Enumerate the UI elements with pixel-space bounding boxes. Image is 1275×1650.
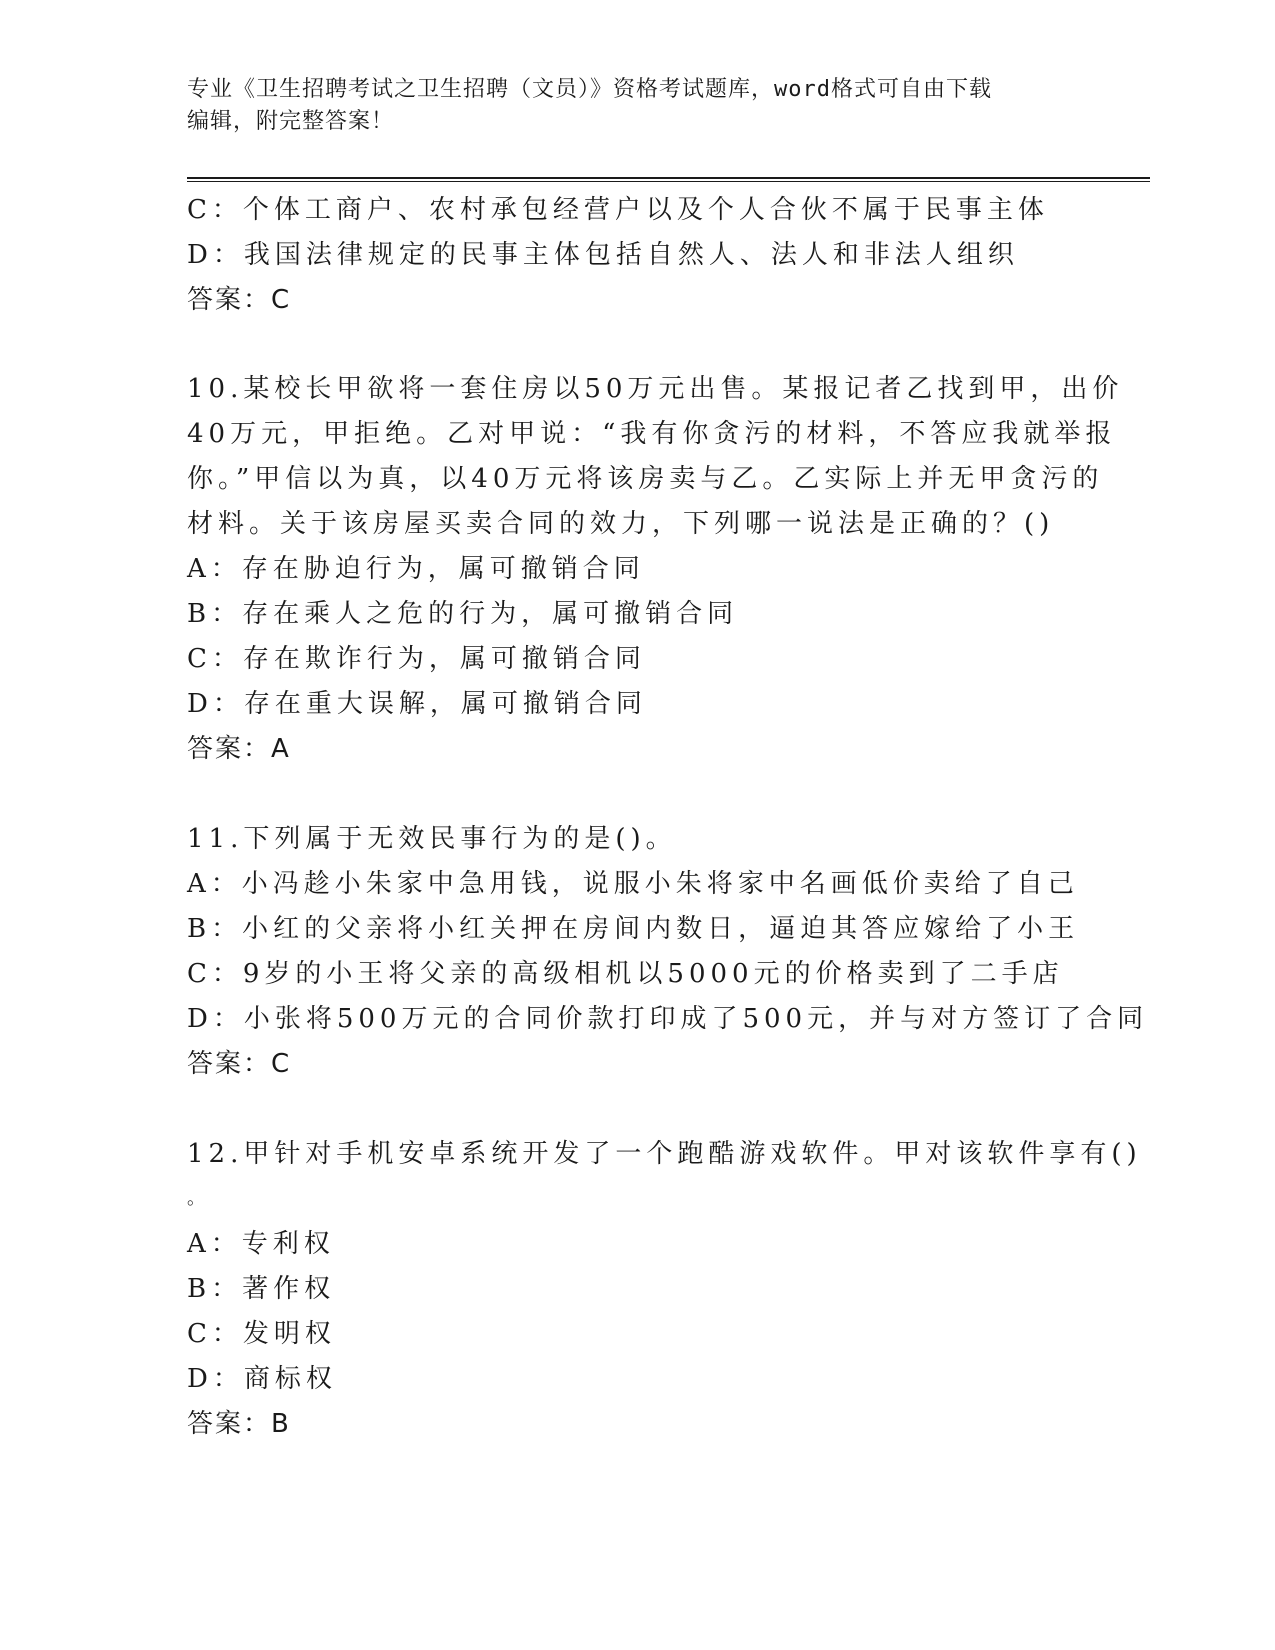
q11-option-b: B：小红的父亲将小红关押在房间内数日，逼迫其答应嫁给了小王	[187, 914, 1080, 944]
q12-option-c: C：发明权	[187, 1319, 336, 1349]
q11-option-c: C：9岁的小王将父亲的高级相机以5000元的价格卖到了二手店	[187, 959, 1064, 989]
header-divider	[187, 177, 1150, 182]
prev-answer: 答案：C	[187, 285, 292, 315]
q10-stem-line-4: 材料。关于该房屋买卖合同的效力，下列哪一说法是正确的？()	[187, 509, 1055, 539]
q10-stem-line-3: 你。”甲信以为真，以40万元将该房卖与乙。乙实际上并无甲贪污的	[187, 464, 1104, 494]
q11-stem: 11.下列属于无效民事行为的是()。	[187, 824, 677, 854]
q10-stem-line-2: 40万元，甲拒绝。乙对甲说：“我有你贪污的材料，不答应我就举报	[187, 419, 1117, 449]
q10-answer: 答案：A	[187, 734, 291, 764]
q10-option-d: D：存在重大误解，属可撤销合同	[187, 689, 647, 719]
q12-option-a: A：专利权	[187, 1229, 335, 1259]
q10-option-a: A：存在胁迫行为，属可撤销合同	[187, 554, 645, 584]
q10-option-c: C：存在欺诈行为，属可撤销合同	[187, 644, 646, 674]
q11-option-d: D：小张将500万元的合同价款打印成了500元，并与对方签订了合同	[187, 1004, 1149, 1034]
q12-answer: 答案：B	[187, 1409, 291, 1439]
header-line-2: 编辑，附完整答案！	[187, 109, 395, 134]
page-header	[187, 74, 1087, 138]
q12-stem-line-1: 12.甲针对手机安卓系统开发了一个跑酷游戏软件。甲对该软件享有()	[187, 1139, 1142, 1169]
prev-option-d: D：我国法律规定的民事主体包括自然人、法人和非法人组织	[187, 240, 1019, 270]
q12-option-d: D：商标权	[187, 1364, 337, 1394]
q12-stem-line-2: 。	[187, 1188, 210, 1209]
q10-stem-line-1: 10.某校长甲欲将一套住房以50万元出售。某报记者乙找到甲，出价	[187, 374, 1124, 404]
q12-option-b: B：著作权	[187, 1274, 336, 1304]
q10-option-b: B：存在乘人之危的行为，属可撤销合同	[187, 599, 739, 629]
q11-answer: 答案：C	[187, 1049, 292, 1079]
prev-option-c: C：个体工商户、农村承包经营户以及个人合伙不属于民事主体	[187, 195, 1049, 225]
header-line-1: 专业《卫生招聘考试之卫生招聘（文员）》资格考试题库，word格式可自由下载	[187, 77, 992, 102]
q11-option-a: A：小冯趁小朱家中急用钱，说服小朱将家中名画低价卖给了自己	[187, 869, 1079, 899]
